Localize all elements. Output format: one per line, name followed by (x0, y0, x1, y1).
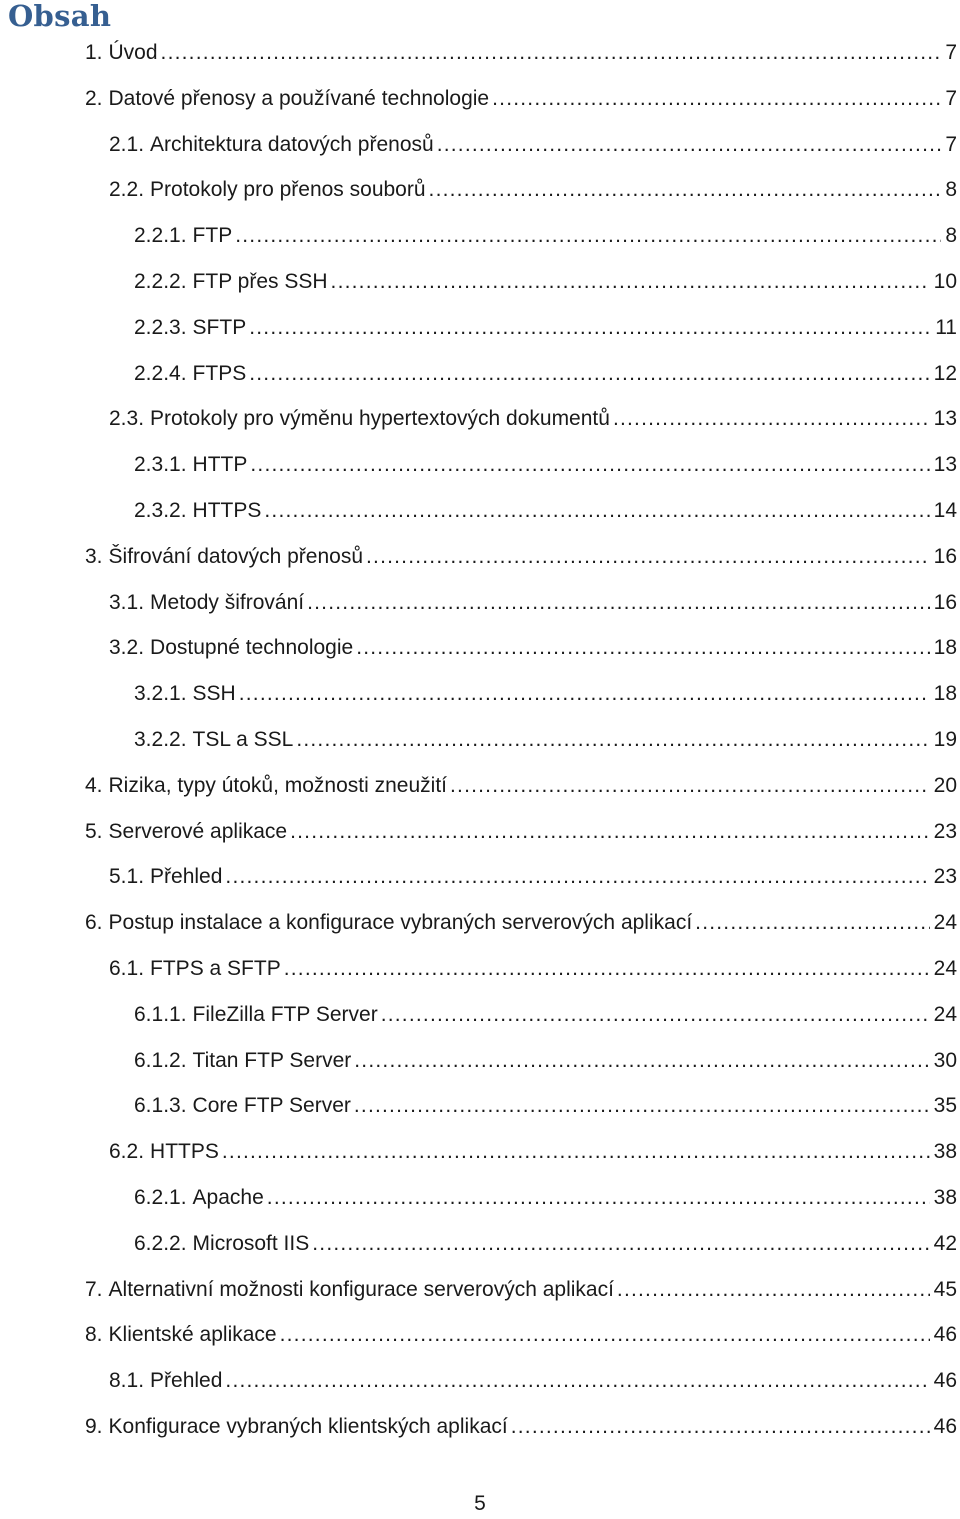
toc-entry-label: Dostupné technologie (150, 636, 354, 660)
toc-entry-label: Serverové aplikace (108, 819, 288, 843)
toc-entry[interactable] (109, 946, 957, 992)
toc-entry[interactable] (85, 809, 957, 855)
toc-entry-page: 42 (933, 1231, 957, 1255)
toc-entry[interactable] (109, 580, 957, 626)
toc-entry-page: 46 (933, 1369, 957, 1393)
toc-entry-number: 6.1.2. (134, 1048, 187, 1072)
toc-dot-leader (249, 305, 931, 351)
toc-entry-label: Apache (192, 1186, 264, 1209)
toc-entry-number: 6.2.2. (134, 1231, 187, 1255)
toc-dot-leader (296, 717, 929, 763)
toc-entry[interactable] (134, 442, 957, 488)
toc-entry-number: 8.1. (109, 1369, 145, 1393)
toc-entry[interactable] (85, 30, 957, 76)
toc-dot-leader (250, 442, 929, 488)
toc-entry-page: 16 (933, 590, 957, 614)
toc-entry-page: 18 (933, 636, 957, 660)
toc-dot-leader (267, 1175, 930, 1221)
toc-entry-label: Klientské aplikace (108, 1323, 277, 1347)
toc-dot-leader (354, 1038, 929, 1084)
toc-dot-leader (239, 671, 930, 717)
toc-entry[interactable] (134, 1221, 957, 1267)
toc-entry-number: 3.2.1. (134, 682, 187, 706)
toc-entry-label: Protokoly pro výměnu hypertextových dokumentů (150, 407, 610, 431)
toc-entry-number: 6.1.3. (134, 1094, 187, 1118)
toc-dot-leader (331, 259, 930, 305)
toc-entry-number: 1. (85, 41, 103, 64)
toc-dot-leader (235, 213, 941, 259)
toc-entry-number: 8. (85, 1323, 103, 1347)
toc-entry-label: HTTP (192, 453, 248, 477)
toc-entry-page: 23 (933, 865, 957, 889)
toc-entry-label: Protokoly pro přenos souborů (150, 178, 426, 202)
toc-dot-leader (429, 167, 942, 213)
toc-entry[interactable] (134, 671, 957, 717)
toc-entry-page: 11 (935, 315, 957, 339)
toc-entry-label: Microsoft IIS (192, 1231, 310, 1255)
toc-entry[interactable] (134, 305, 957, 351)
toc-entry-label: FileZilla FTP Server (192, 1002, 378, 1026)
toc-dot-leader (264, 488, 929, 534)
toc-entry-page: 19 (933, 728, 957, 751)
toc-dot-leader (249, 351, 929, 397)
toc-entry-label: Postup instalace a konfigurace vybraných serverových aplikací (108, 911, 693, 935)
toc-entry-label: FTP přes SSH (192, 270, 328, 293)
toc-dot-leader (312, 1221, 929, 1267)
toc-entry-number: 2.3.2. (134, 499, 187, 522)
toc-entry-page: 23 (933, 819, 957, 843)
toc-entry-label: HTTPS (150, 1140, 219, 1164)
toc-entry[interactable] (109, 625, 957, 671)
toc-entry[interactable] (134, 1083, 957, 1129)
toc-entry[interactable] (109, 854, 957, 900)
toc-entry-number: 3.1. (109, 590, 145, 614)
toc-entry-page: 12 (933, 361, 957, 385)
toc-dot-leader (284, 946, 930, 992)
toc-dot-leader (366, 534, 930, 580)
toc-dot-leader (290, 809, 930, 855)
toc-entry-label: Datové přenosy a používané technologie (108, 86, 490, 110)
toc-entry-number: 2.2. (109, 178, 145, 202)
page-title: Obsah (8, 0, 112, 33)
toc-entry-page: 46 (933, 1323, 957, 1347)
toc-dot-leader (613, 396, 930, 442)
toc-entry-number: 7. (85, 1277, 103, 1301)
toc-entry[interactable] (85, 76, 957, 122)
toc-entry-page: 10 (933, 270, 957, 293)
toc-entry-label: Šifrování datových přenosů (108, 544, 363, 568)
toc-dot-leader (381, 992, 930, 1038)
toc-entry-label: Konfigurace vybraných klientských aplikací (108, 1415, 508, 1438)
toc-entry-label: Přehled (150, 1369, 223, 1393)
toc-entry-label: SSH (192, 682, 236, 706)
toc-entry[interactable] (109, 1129, 957, 1175)
toc-entry-number: 3. (85, 544, 103, 568)
toc-entry[interactable] (134, 351, 957, 397)
toc-entry-number: 2.1. (109, 132, 145, 156)
toc-entry-page: 24 (933, 911, 957, 935)
page-number: 5 (474, 1492, 486, 1515)
toc-entry-label: FTPS a SFTP (150, 957, 281, 980)
toc-dot-leader (511, 1404, 930, 1450)
toc-entry-label: FTP (192, 224, 233, 248)
toc-entry-number: 2.2.3. (134, 315, 187, 339)
toc-entry-label: SFTP (192, 315, 247, 339)
toc-entry[interactable] (134, 992, 957, 1038)
toc-entry[interactable] (134, 717, 957, 763)
toc-entry-page: 7 (945, 41, 957, 64)
toc-dot-leader (617, 1267, 930, 1313)
toc-entry-label: HTTPS (192, 499, 262, 522)
toc-entry-label: Přehled (150, 865, 223, 889)
toc-entry-label: FTPS (192, 361, 247, 385)
toc-entry-number: 5. (85, 819, 103, 843)
toc-entry-label: Alternativní možnosti konfigurace serverových aplikací (108, 1277, 614, 1301)
toc-dot-leader (222, 1129, 930, 1175)
toc-entry-number: 2.2.4. (134, 361, 187, 385)
toc-entry-page: 30 (933, 1048, 957, 1072)
toc-entry-number: 5.1. (109, 865, 145, 889)
toc-entry[interactable] (85, 900, 957, 946)
toc-dot-leader (161, 30, 942, 76)
toc-entry-page: 35 (933, 1094, 957, 1118)
toc-dot-leader (307, 580, 930, 626)
toc-dot-leader (225, 1358, 929, 1404)
toc-dot-leader (354, 1083, 930, 1129)
toc-entry-page: 14 (933, 499, 957, 522)
toc-dot-leader (437, 122, 942, 168)
toc-entry[interactable] (134, 213, 957, 259)
toc-entry-number: 2. (85, 86, 103, 110)
toc-entry-page: 38 (933, 1186, 957, 1209)
toc-entry-number: 6.1.1. (134, 1002, 187, 1026)
toc-entry[interactable] (85, 1312, 957, 1358)
toc-entry[interactable] (85, 763, 957, 809)
toc-entry[interactable] (134, 259, 957, 305)
toc-entry[interactable] (85, 534, 957, 580)
toc-entry-page: 8 (945, 224, 957, 248)
toc-entry-page: 8 (945, 178, 957, 202)
toc-entry-page: 38 (933, 1140, 957, 1164)
toc-dot-leader (450, 763, 930, 809)
toc-entry-label: Titan FTP Server (192, 1048, 352, 1072)
toc-entry[interactable] (109, 1358, 957, 1404)
toc-entry-number: 2.2.2. (134, 270, 187, 293)
toc-entry-page: 7 (945, 132, 957, 156)
toc-entry-page: 7 (945, 86, 957, 110)
toc-entry-number: 6.2. (109, 1140, 145, 1164)
toc-entry-page: 18 (933, 682, 957, 706)
toc-entry-number: 2.2.1. (134, 224, 187, 248)
toc-dot-leader (492, 76, 941, 122)
toc-entry-page: 20 (933, 773, 957, 797)
toc-entry-number: 6. (85, 911, 103, 935)
toc-entry-number: 6.1. (109, 957, 145, 980)
toc-entry[interactable] (109, 396, 957, 442)
toc-entry-label: Architektura datových přenosů (150, 132, 434, 156)
toc-entry[interactable] (109, 167, 957, 213)
toc-dot-leader (280, 1312, 930, 1358)
toc-entry-page: 46 (933, 1415, 957, 1438)
toc-entry-number: 2.3.1. (134, 453, 187, 477)
toc-entry-page: 16 (933, 544, 957, 568)
toc-entry-number: 2.3. (109, 407, 145, 431)
toc-entry-page: 13 (933, 453, 957, 477)
toc-entry-number: 6.2.1. (134, 1186, 187, 1209)
toc-entry[interactable] (134, 1038, 957, 1084)
toc-entry-label: Core FTP Server (192, 1094, 351, 1118)
toc-entry[interactable] (109, 122, 957, 168)
toc-dot-leader (225, 854, 929, 900)
toc-entry-number: 3.2. (109, 636, 145, 660)
toc-entry[interactable] (85, 1404, 957, 1450)
toc-entry[interactable] (85, 1267, 957, 1313)
toc-entry-number: 9. (85, 1415, 103, 1438)
toc-dot-leader (695, 900, 929, 946)
toc-entry[interactable] (134, 488, 957, 534)
toc-entry-page: 13 (933, 407, 957, 431)
toc-entry-page: 24 (933, 957, 957, 980)
toc-entry-label: Úvod (108, 41, 158, 64)
toc-entry-page: 45 (933, 1277, 957, 1301)
toc-dot-leader (356, 625, 929, 671)
toc-entry[interactable] (134, 1175, 957, 1221)
toc-entry-number: 4. (85, 773, 103, 797)
toc-entry-label: Rizika, typy útoků, možnosti zneužití (108, 773, 447, 797)
toc-entry-number: 3.2.2. (134, 728, 187, 751)
toc-entry-label: Metody šifrování (150, 590, 305, 614)
toc-entry-page: 24 (933, 1002, 957, 1026)
toc-entry-label: TSL a SSL (192, 728, 294, 751)
